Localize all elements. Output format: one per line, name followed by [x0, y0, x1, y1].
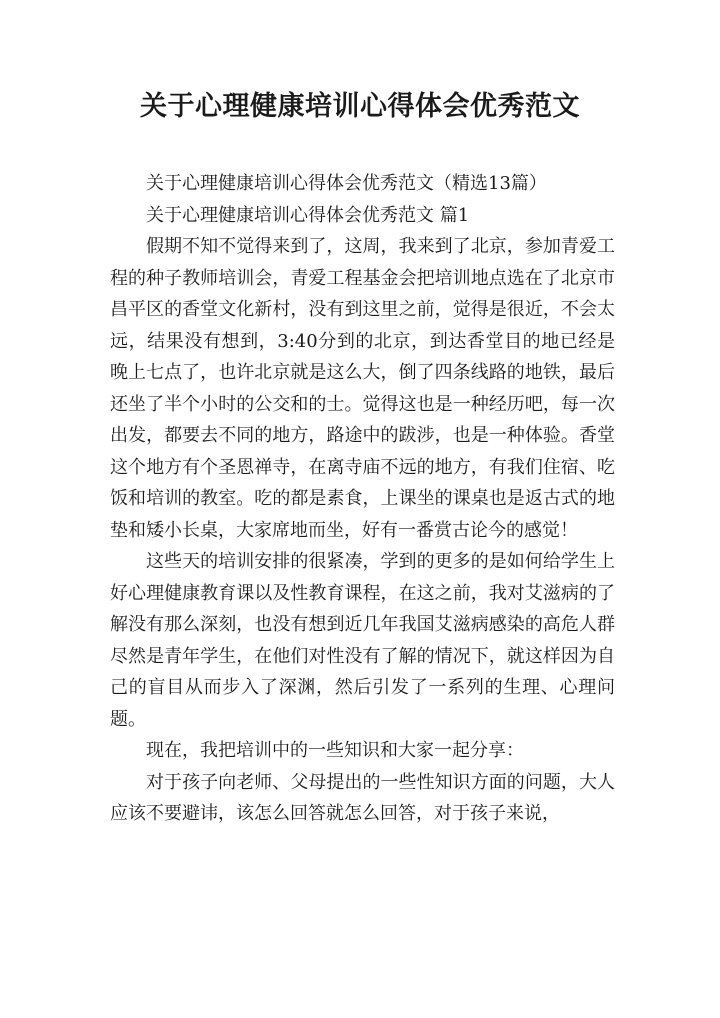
- body-paragraph: 对于孩子向老师、父母提出的一些性知识方面的问题，大人应该不要避讳，该怎么回答就怎么回答，对于孩子来说，: [110, 771, 615, 824]
- document-body: [110, 168, 615, 830]
- intro-line: 关于心理健康培训心得体会优秀范文（精选13篇）: [146, 173, 547, 194]
- body-paragraph: 现在，我把培训中的一些知识和大家一起分享：: [146, 740, 524, 761]
- section-heading: 关于心理健康培训心得体会优秀范文 篇1: [146, 204, 470, 226]
- body-paragraph: 这些天的培训安排的很紧凑，学到的更多的是如何给学生上好心理健康教育课以及性教育课程，在这之前，我对艾滋病的了解没有那么深刻，也没有想到近几年我国艾滋病感染的高危人群尽然是青年学生，在他们对性没有了解的情况下，就这样因为自己的盲目从而步入了深渊，然后引发了一系列的生理、心理问题。: [110, 551, 615, 730]
- body-paragraph: 假期不知不觉得来到了，这周，我来到了北京，参加青爱工程的种子教师培训会，青爱工程基金会把培训地点选在了北京市昌平区的香堂文化新村，没有到这里之前，觉得是很近，不会太远，结果没有想到，3:40分到的北京，到达香堂目的地已经是晚上七点了，也许北京就是这么大，倒了四条线路的地铁，最后还坐了半个小时的公交和的士。觉得这也是一种经历吧，每一次出发，都要去不同的地方，路途中的跋涉，也是一种体验。香堂这个地方有个圣恩禅寺，在离寺庙不远的地方，有我们住宿、吃饭和培训的教室。吃的都是素食，上课坐的课桌也是返古式的地垫和矮小长桌，大家席地而坐，好有一番赏古论今的感觉！: [110, 236, 615, 541]
- document-title: 关于心理健康培训心得体会优秀范文: [140, 91, 580, 122]
